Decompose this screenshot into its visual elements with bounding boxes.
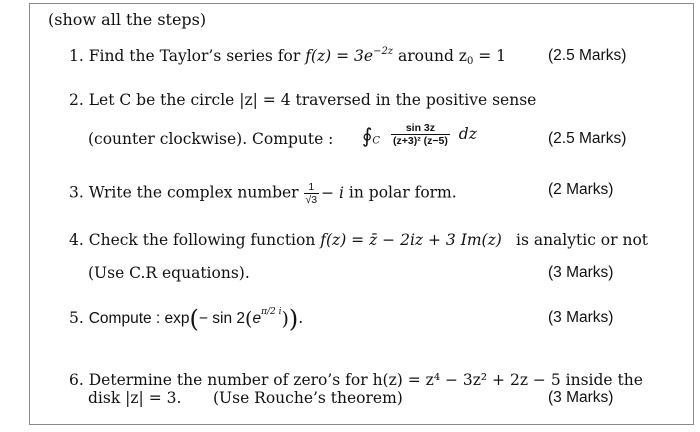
- question-text: Determine the number of zero’s for h(z) = z⁴ − 3z² + 2z − 5 inside the: [88, 371, 643, 389]
- differential: dz: [458, 124, 477, 143]
- math-subscript: 0: [466, 56, 474, 67]
- marks-label: (3 Marks): [548, 389, 614, 406]
- left-paren-icon: (: [189, 305, 199, 333]
- question-4-line-2: (Use C.R equations).: [88, 264, 250, 282]
- question-text-after: around z: [393, 47, 467, 65]
- question-number: 3.: [69, 183, 84, 202]
- question-6-line-2b: (Use Rouche’s theorem): [213, 389, 403, 407]
- fraction-numerator: 1: [304, 181, 320, 194]
- marks-label: (3 Marks): [548, 309, 614, 326]
- question-3: [69, 181, 457, 206]
- question-4-suffix: is analytic or not: [516, 231, 649, 249]
- question-text: Check the following function: [88, 231, 321, 249]
- left-paren-icon: (: [245, 308, 253, 330]
- question-4-line-1: [69, 231, 502, 249]
- question-text: Let C be the circle |z| = 4 traversed in the positive sense: [88, 91, 537, 109]
- question-6-line-2a: disk |z| = 3.: [88, 389, 182, 407]
- marks-label: (3 Marks): [548, 264, 614, 281]
- question-text: (counter clockwise). Compute :: [88, 130, 334, 148]
- math-expression: f(z) = z̄ − 2iz + 3 Im(z): [320, 231, 502, 249]
- question-text: Compute : exp: [88, 310, 190, 327]
- question-sheet: [29, 3, 694, 425]
- math-term: − i: [321, 183, 344, 202]
- question-number: 2.: [69, 91, 84, 109]
- question-number: 1.: [69, 47, 84, 65]
- right-paren-icon: ): [281, 308, 289, 330]
- contour-integral-icon: ∮: [362, 123, 373, 148]
- integrand-fraction: [391, 122, 450, 147]
- marks-label: (2.5 Marks): [548, 130, 627, 147]
- question-text: Find the Taylor’s series for: [88, 47, 306, 65]
- right-paren-icon: ): [288, 305, 299, 333]
- instructions-header: (show all the steps): [48, 10, 207, 29]
- question-6-line-1: [69, 371, 643, 389]
- math-expression: f(z) = 3e: [305, 47, 374, 65]
- marks-label: (2.5 Marks): [548, 47, 627, 64]
- question-text-after: in polar form.: [344, 183, 457, 202]
- fraction-denominator: √3: [305, 194, 318, 206]
- exponential-base: e: [252, 310, 262, 327]
- question-2-line-1: [69, 91, 536, 109]
- math-term: − sin 2: [198, 310, 246, 327]
- question-5: 5. Compute : $\exp(- \sin 2(e^{\pi/2 i}))$.: [69, 305, 304, 333]
- question-number: 5.: [69, 309, 84, 327]
- contour-integral: [362, 122, 477, 151]
- question-1: [69, 47, 506, 65]
- integral-contour-label: C: [372, 135, 381, 147]
- integrand-denominator: (z+3)² (z−5): [393, 135, 448, 147]
- math-equality: = 1: [473, 47, 507, 65]
- question-text: Write the complex number: [88, 183, 304, 202]
- marks-label: (2 Marks): [548, 181, 614, 198]
- exponential-exponent: π/2 i: [261, 307, 282, 317]
- math-exponent: −2z: [373, 46, 394, 57]
- complex-fraction: [304, 181, 320, 206]
- question-number: 4.: [69, 231, 84, 249]
- question-2-line-2: [88, 130, 333, 148]
- question-number: 6.: [69, 371, 84, 389]
- integrand-numerator: sin 3z: [391, 122, 450, 135]
